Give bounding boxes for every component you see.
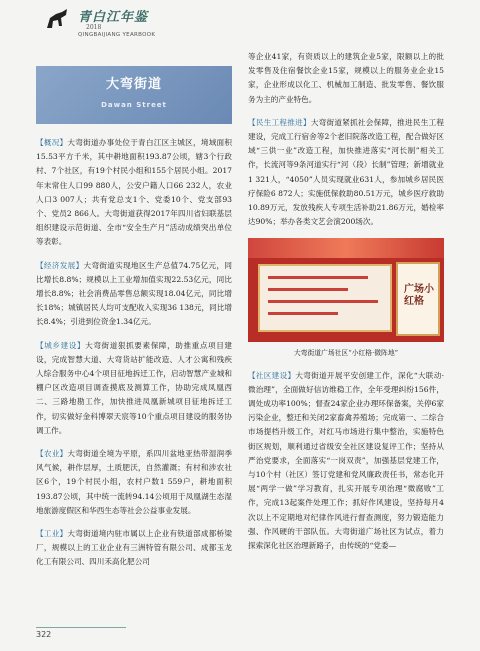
- section-title: 大弯街道: [105, 77, 162, 92]
- paragraph-tag: 【社区建设】: [248, 370, 296, 380]
- paragraph-tag: 【经济发展】: [36, 260, 84, 270]
- paragraph-tag: 【农业】: [36, 449, 68, 459]
- paragraph-industry: [36, 527, 232, 570]
- yearbook-year: 2018: [86, 24, 102, 31]
- right-column: [248, 50, 444, 562]
- page-header: [0, 0, 480, 50]
- footer-rule: [36, 627, 126, 628]
- paragraph-civil: [248, 116, 444, 230]
- paragraph-text: 大弯街道办事处位于青白江区主城区，境域面积15.53平方千米，其中耕地面积193.87公顷，辖3个行政村、7个社区，有19个村民小组和155个居民小组。2017年末常住人口99 880人，公安户籍人口66 232人，农业人口3 007人；共有党总支1个、党委10个、党支部93个、党员2 866人。大弯街道获得2017年四川省妇联基层组织建设示范街道、全市“安全生产月”活动成绩突出单位等表彰。: [36, 138, 233, 247]
- photo-caption: 大弯街道广场社区“小红格·微阵地”: [293, 349, 399, 358]
- community-photo: [248, 238, 444, 342]
- section-banner: [36, 66, 232, 124]
- paragraph-text: 大弯街道实现地区生产总值74.75亿元，同比增长8.8%；规模以上工业增加值实现22.53亿元，同比增长8.8%；社会消费品零售总额实现18.04亿元，同比增长18%；城镇居民人均可支配收入实现36 138元，同比增长8.4%；引进到位资金1.34亿元。: [36, 260, 232, 327]
- photo-banner: [248, 238, 444, 258]
- paragraph-agriculture: [36, 447, 232, 518]
- paragraph-text: 大弯街道全境为平原，系四川盆地亚热带湿润季风气候，耕作层厚，土质肥沃，自然灌溉；有村和涉农社区6个，19个村民小组，农村户数1 559户，耕地面积193.87公顷，其中统一流转94.14公顷用于凤凰湖生态湿地旅游度假区和华西生态等社会公益事业发展。: [36, 449, 233, 515]
- paragraph-tag: 【民生工程推进】: [248, 117, 311, 127]
- photo-sign-text: 广场小红格: [404, 284, 434, 308]
- horse-logo-icon: [44, 6, 72, 34]
- photo-board: [258, 264, 392, 332]
- yearbook-title: 青白江年鉴: [78, 10, 149, 25]
- paragraph-urban: [36, 339, 232, 438]
- section-subtitle: Dawan Street: [101, 101, 167, 109]
- page-number: 322: [36, 630, 52, 639]
- paragraph-text: 大弯街道狠抓要素保障，助推重点项目建设，完成智慧大道、大弯货站扩能改造、人才公寓和残疾人综合服务中心4个项目征地拆迁工作，启动智慧产业城和棚户区改造项目调查摸底及测算工作，协助完成凤凰西二、三路地勘工作，加快推进凤凰新城项目征地拆迁工作，切实做好金科博翠天宸等10个重点项目建设的服务协调工作。: [36, 340, 233, 435]
- paragraph-text: 大弯街道紧抓社会保障，推进民生工程建设，完成工行宿舍等2个老旧院落改造工程，配合做好区域“三供一业”改造工程，加快推进落实“河长制”相关工作，长流河等9条河道实行“河（段）长制”管理；新增就业1 321人，“4050”人员实现就业631人，参加城乡居民医疗保险6 872人；实施低保救助80.51万元，城乡医疗救助10.89万元，发放残疾人专项生活补助21.86万元，婚检率达90%；举办各类文艺会演200场次。: [248, 117, 445, 227]
- paragraph-community: [248, 369, 444, 554]
- paragraph-industry-cont: 等企业41家，有资质以上的建筑企业5家，限额以上的批发零售及住宿餐饮企业15家，规模以上的服务业企业15家，企业形成以化工、机械加工制造、批发零售、餐饮服务为主的产业特色。: [248, 52, 444, 104]
- paragraph-text: 大弯街道境内驻市属以上企业有铁道部成都桥梁厂，规模以上的工业企业有三洲特管有限公司、成都玉龙化工有限公司、四川禾高化肥公司: [36, 529, 233, 567]
- left-column: [36, 66, 232, 579]
- paragraph-tag: 【概况】: [36, 138, 68, 147]
- paragraph-tag: 【工业】: [36, 529, 68, 539]
- paragraph-text: 大弯街道开展平安创建工作，深化“大联动·微治理”，全面做好信访维稳工作，全年受理纠纷156件，调处成功率100%；督查24家企业办理环保备案，关停6家污染企业，整迁和关闭2家畜禽养殖场；完成第一、二综合市场提档升级工作，对红马市场进行集中整治，实施特色街区规划，顺利通过省级安全社区建设复评工作；坚持从严治党要求，全面落实“一岗双责”，加强基层党建工作，与10个村（社区）签订党建和党风廉政责任书，常态化开展“两学一做”学习教育，扎实开展专项治理“微腐败”工作，完成13起案件处理工作；抓好作风建设，坚持每月4次以上不定期地对纪律作风进行督查测度，努力锻造能力强、作风硬的干部队伍。大弯街道广场社区为试点，着力探索深化社区治理新路子，由传统的“党委—: [248, 370, 445, 551]
- paragraph-overview: [36, 136, 232, 250]
- photo-sign: [396, 262, 440, 336]
- paragraph-economy: [36, 259, 232, 330]
- yearbook-subtitle: QINGBAIJIANG YEARBOOK: [78, 32, 156, 38]
- paragraph-tag: 【城乡建设】: [36, 340, 86, 350]
